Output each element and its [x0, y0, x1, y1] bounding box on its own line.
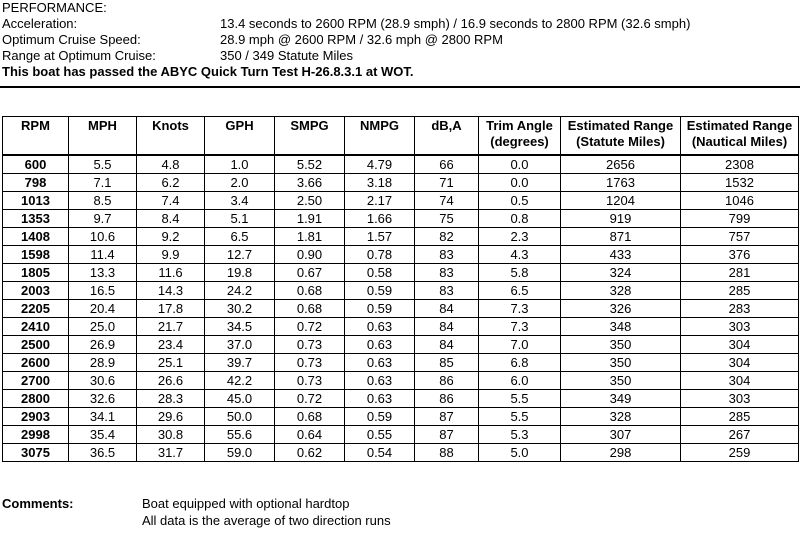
table-cell: 2308 [681, 155, 799, 174]
cruise-speed-label: Optimum Cruise Speed: [2, 32, 141, 47]
table-cell: 5.5 [479, 408, 561, 426]
table-cell: 31.7 [137, 444, 205, 462]
table-cell: 0.68 [275, 300, 345, 318]
table-cell: 0.62 [275, 444, 345, 462]
table-cell: 5.8 [479, 264, 561, 282]
column-header-text: RPM [21, 118, 50, 133]
column-header-text: (Statute Miles) [576, 134, 665, 149]
table-cell: 50.0 [205, 408, 275, 426]
table-cell: 23.4 [137, 336, 205, 354]
rpm-cell: 2700 [3, 372, 69, 390]
section-divider [0, 86, 800, 88]
table-cell: 8.5 [69, 192, 137, 210]
table-cell: 304 [681, 372, 799, 390]
table-cell: 36.5 [69, 444, 137, 462]
table-cell: 6.2 [137, 174, 205, 192]
range-value: 350 / 349 Statute Miles [220, 48, 353, 63]
table-cell: 12.7 [205, 246, 275, 264]
table-cell: 6.5 [479, 282, 561, 300]
table-cell: 84 [415, 336, 479, 354]
rpm-cell: 1013 [3, 192, 69, 210]
performance-heading: PERFORMANCE: [2, 0, 107, 15]
table-cell: 87 [415, 408, 479, 426]
table-cell: 0.68 [275, 282, 345, 300]
table-cell: 59.0 [205, 444, 275, 462]
table-cell: 5.52 [275, 155, 345, 174]
column-header-text: (Nautical Miles) [691, 134, 788, 149]
table-cell: 871 [561, 228, 681, 246]
column-header [345, 117, 415, 156]
table-cell: 0.73 [275, 372, 345, 390]
table-header-row [3, 117, 799, 156]
table-cell: 350 [561, 372, 681, 390]
column-header-text: dB,A [431, 118, 462, 133]
table-cell: 0.8 [479, 210, 561, 228]
table-cell: 328 [561, 408, 681, 426]
table-row [3, 174, 799, 192]
comment-line: Boat equipped with optional hardtop [142, 496, 350, 511]
table-cell: 20.4 [69, 300, 137, 318]
range-label: Range at Optimum Cruise: [2, 48, 156, 63]
table-cell: 5.0 [479, 444, 561, 462]
table-cell: 2656 [561, 155, 681, 174]
rpm-cell: 1598 [3, 246, 69, 264]
table-row [3, 300, 799, 318]
table-cell: 0.63 [345, 336, 415, 354]
table-cell: 26.6 [137, 372, 205, 390]
table-cell: 328 [561, 282, 681, 300]
table-cell: 0.73 [275, 336, 345, 354]
rpm-cell: 2500 [3, 336, 69, 354]
table-cell: 34.5 [205, 318, 275, 336]
rpm-cell: 2205 [3, 300, 69, 318]
table-body [3, 155, 799, 462]
table-cell: 1.81 [275, 228, 345, 246]
table-cell: 83 [415, 282, 479, 300]
table-cell: 4.3 [479, 246, 561, 264]
performance-table [2, 116, 799, 462]
table-cell: 1532 [681, 174, 799, 192]
table-cell: 25.1 [137, 354, 205, 372]
column-header-text: GPH [225, 118, 254, 133]
table-cell: 0.58 [345, 264, 415, 282]
table-cell: 83 [415, 246, 479, 264]
table-cell: 5.5 [69, 155, 137, 174]
table-cell: 8.4 [137, 210, 205, 228]
table-cell: 0.72 [275, 318, 345, 336]
table-cell: 28.3 [137, 390, 205, 408]
table-cell: 0.63 [345, 372, 415, 390]
table-cell: 5.5 [479, 390, 561, 408]
table-row [3, 318, 799, 336]
table-row [3, 372, 799, 390]
table-cell: 30.6 [69, 372, 137, 390]
table-cell: 0.72 [275, 390, 345, 408]
table-cell: 28.9 [69, 354, 137, 372]
table-cell: 74 [415, 192, 479, 210]
table-cell: 298 [561, 444, 681, 462]
column-header-text: SMPG [290, 118, 329, 133]
table-row [3, 228, 799, 246]
table-cell: 757 [681, 228, 799, 246]
table-cell: 0.63 [345, 390, 415, 408]
table-cell: 1.57 [345, 228, 415, 246]
column-header [681, 117, 799, 156]
table-row [3, 155, 799, 174]
table-cell: 35.4 [69, 426, 137, 444]
table-cell: 2.50 [275, 192, 345, 210]
table-cell: 84 [415, 300, 479, 318]
table-cell: 1.91 [275, 210, 345, 228]
table-cell: 433 [561, 246, 681, 264]
table-cell: 75 [415, 210, 479, 228]
table-cell: 14.3 [137, 282, 205, 300]
table-cell: 267 [681, 426, 799, 444]
table-cell: 0.59 [345, 408, 415, 426]
table-cell: 11.4 [69, 246, 137, 264]
table-row [3, 192, 799, 210]
table-cell: 3.66 [275, 174, 345, 192]
table-row [3, 246, 799, 264]
table-cell: 84 [415, 318, 479, 336]
table-cell: 307 [561, 426, 681, 444]
table-cell: 85 [415, 354, 479, 372]
table-cell: 34.1 [69, 408, 137, 426]
table-cell: 86 [415, 390, 479, 408]
column-header-text: MPH [88, 118, 117, 133]
table-cell: 19.8 [205, 264, 275, 282]
table-cell: 32.6 [69, 390, 137, 408]
table-cell: 304 [681, 354, 799, 372]
table-cell: 0.73 [275, 354, 345, 372]
rpm-cell: 798 [3, 174, 69, 192]
table-cell: 30.2 [205, 300, 275, 318]
table-cell: 303 [681, 318, 799, 336]
table-cell: 0.59 [345, 300, 415, 318]
table-cell: 0.5 [479, 192, 561, 210]
table-cell: 799 [681, 210, 799, 228]
table-cell: 9.7 [69, 210, 137, 228]
table-cell: 16.5 [69, 282, 137, 300]
table-row [3, 354, 799, 372]
rpm-cell: 1805 [3, 264, 69, 282]
table-row [3, 390, 799, 408]
table-cell: 919 [561, 210, 681, 228]
table-cell: 281 [681, 264, 799, 282]
table-cell: 42.2 [205, 372, 275, 390]
column-header-text: (degrees) [490, 134, 549, 149]
comment-line: All data is the average of two direction runs [142, 513, 391, 528]
comments-label: Comments: [2, 496, 74, 511]
table-cell: 350 [561, 336, 681, 354]
table-cell: 5.1 [205, 210, 275, 228]
table-row [3, 210, 799, 228]
table-cell: 26.9 [69, 336, 137, 354]
table-cell: 0.78 [345, 246, 415, 264]
column-header [205, 117, 275, 156]
column-header-text: Knots [152, 118, 189, 133]
table-cell: 7.3 [479, 300, 561, 318]
rpm-cell: 2600 [3, 354, 69, 372]
rpm-cell: 3075 [3, 444, 69, 462]
table-cell: 86 [415, 372, 479, 390]
column-header [415, 117, 479, 156]
table-cell: 66 [415, 155, 479, 174]
table-cell: 45.0 [205, 390, 275, 408]
table-cell: 4.8 [137, 155, 205, 174]
table-row [3, 264, 799, 282]
table-cell: 88 [415, 444, 479, 462]
table-cell: 7.3 [479, 318, 561, 336]
table-cell: 7.4 [137, 192, 205, 210]
table-cell: 0.54 [345, 444, 415, 462]
table-cell: 11.6 [137, 264, 205, 282]
table-row [3, 426, 799, 444]
table-cell: 2.0 [205, 174, 275, 192]
table-cell: 349 [561, 390, 681, 408]
table-cell: 1046 [681, 192, 799, 210]
table-cell: 7.0 [479, 336, 561, 354]
table-row [3, 408, 799, 426]
column-header [275, 117, 345, 156]
cruise-speed-value: 28.9 mph @ 2600 RPM / 32.6 mph @ 2800 RPM [220, 32, 503, 47]
table-cell: 0.59 [345, 282, 415, 300]
table-cell: 2.3 [479, 228, 561, 246]
rpm-cell: 600 [3, 155, 69, 174]
table-cell: 9.2 [137, 228, 205, 246]
table-cell: 37.0 [205, 336, 275, 354]
table-cell: 13.3 [69, 264, 137, 282]
table-cell: 0.64 [275, 426, 345, 444]
table-cell: 0.67 [275, 264, 345, 282]
column-header [69, 117, 137, 156]
rpm-cell: 1353 [3, 210, 69, 228]
rpm-cell: 2998 [3, 426, 69, 444]
table-cell: 0.0 [479, 155, 561, 174]
column-header [561, 117, 681, 156]
comments-lines [142, 495, 391, 529]
column-header [3, 117, 69, 156]
column-header-text: NMPG [360, 118, 399, 133]
table-cell: 283 [681, 300, 799, 318]
column-header [479, 117, 561, 156]
table-cell: 71 [415, 174, 479, 192]
table-cell: 6.0 [479, 372, 561, 390]
table-cell: 4.79 [345, 155, 415, 174]
table-cell: 0.63 [345, 318, 415, 336]
table-cell: 87 [415, 426, 479, 444]
table-cell: 304 [681, 336, 799, 354]
table-cell: 0.68 [275, 408, 345, 426]
table-cell: 6.5 [205, 228, 275, 246]
table-cell: 6.8 [479, 354, 561, 372]
table-cell: 29.6 [137, 408, 205, 426]
table-cell: 348 [561, 318, 681, 336]
table-cell: 17.8 [137, 300, 205, 318]
column-header-text: Estimated Range [567, 118, 674, 133]
table-cell: 25.0 [69, 318, 137, 336]
table-cell: 7.1 [69, 174, 137, 192]
rpm-cell: 2903 [3, 408, 69, 426]
table-cell: 0.0 [479, 174, 561, 192]
table-cell: 0.63 [345, 354, 415, 372]
table-cell: 30.8 [137, 426, 205, 444]
table-row [3, 282, 799, 300]
table-cell: 324 [561, 264, 681, 282]
table-cell: 24.2 [205, 282, 275, 300]
table-row [3, 336, 799, 354]
table-row [3, 444, 799, 462]
table-cell: 1204 [561, 192, 681, 210]
column-header-text: Estimated Range [686, 118, 793, 133]
table-cell: 0.55 [345, 426, 415, 444]
rpm-cell: 1408 [3, 228, 69, 246]
table-cell: 1.66 [345, 210, 415, 228]
table-cell: 1763 [561, 174, 681, 192]
acceleration-label: Acceleration: [2, 16, 78, 31]
table-cell: 259 [681, 444, 799, 462]
abyc-note: This boat has passed the ABYC Quick Turn Test H-26.8.3.1 at WOT. [2, 64, 414, 79]
table-cell: 55.6 [205, 426, 275, 444]
table-cell: 9.9 [137, 246, 205, 264]
table-cell: 0.90 [275, 246, 345, 264]
table-cell: 303 [681, 390, 799, 408]
table-cell: 350 [561, 354, 681, 372]
table-cell: 285 [681, 282, 799, 300]
table-cell: 3.4 [205, 192, 275, 210]
column-header [137, 117, 205, 156]
table-cell: 82 [415, 228, 479, 246]
table-cell: 21.7 [137, 318, 205, 336]
table-cell: 39.7 [205, 354, 275, 372]
column-header-text: Trim Angle [486, 118, 553, 133]
table-cell: 83 [415, 264, 479, 282]
rpm-cell: 2800 [3, 390, 69, 408]
table-cell: 10.6 [69, 228, 137, 246]
table-cell: 376 [681, 246, 799, 264]
rpm-cell: 2410 [3, 318, 69, 336]
table-cell: 5.3 [479, 426, 561, 444]
table-cell: 285 [681, 408, 799, 426]
table-cell: 1.0 [205, 155, 275, 174]
acceleration-value: 13.4 seconds to 2600 RPM (28.9 smph) / 16.9 seconds to 2800 RPM (32.6 smph) [220, 16, 691, 31]
table-cell: 326 [561, 300, 681, 318]
table-cell: 3.18 [345, 174, 415, 192]
table-cell: 2.17 [345, 192, 415, 210]
performance-section [2, 0, 800, 80]
rpm-cell: 2003 [3, 282, 69, 300]
